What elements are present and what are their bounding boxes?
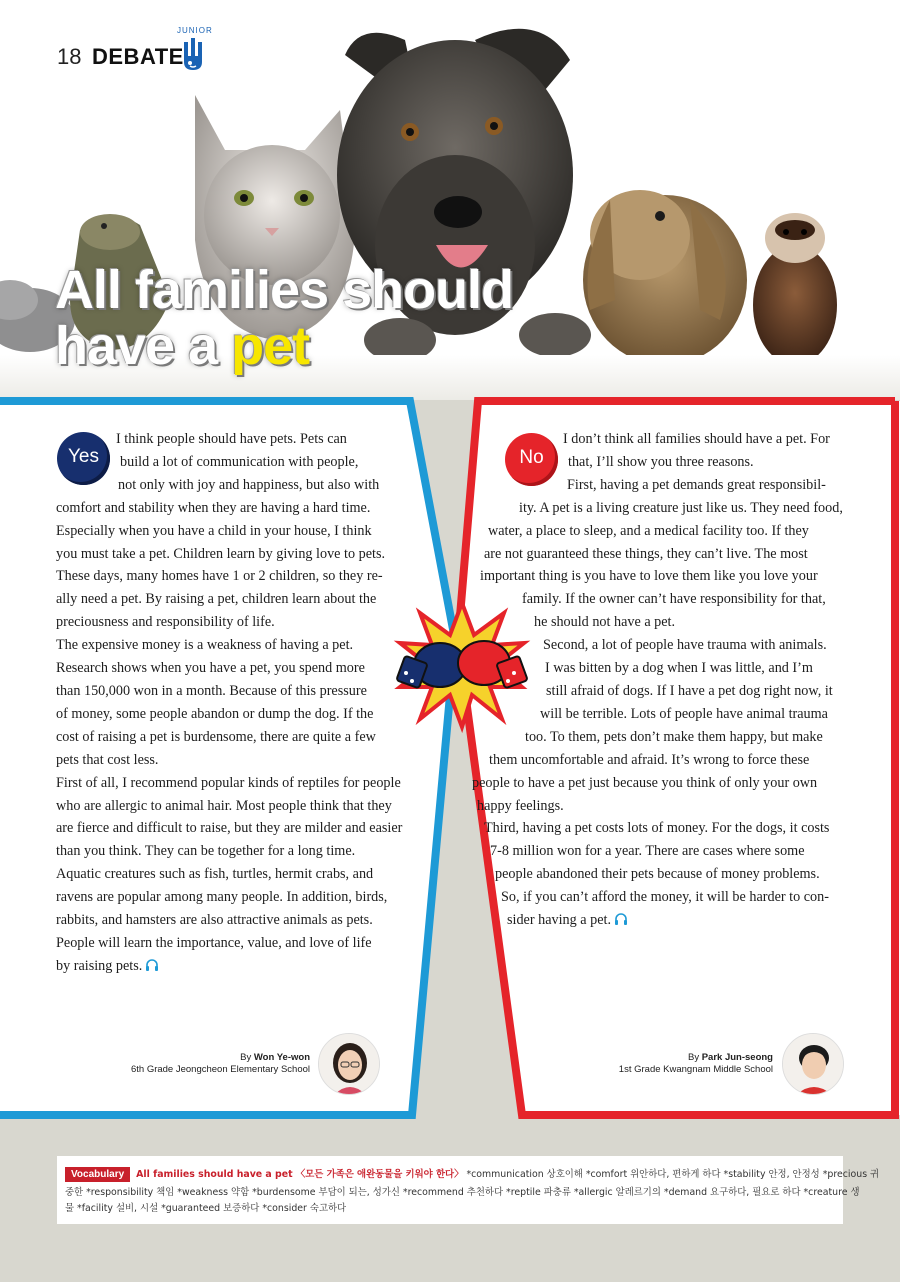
no-line: Second, a lot of people have trauma with animals. xyxy=(543,637,827,654)
no-line: Third, having a pet costs lots of money. For the dogs, it costs xyxy=(484,820,830,837)
no-line: are not guaranteed these things, they can’t live. The most xyxy=(484,545,808,562)
yes-author-school: 6th Grade Jeongcheon Elementary School xyxy=(130,1064,310,1075)
yes-line: are fierce and difficult to raise, but they are milder and easier xyxy=(56,820,403,837)
vocabulary-text-3: 물 *facility 설비, 시설 *guaranteed 보증하다 *consider 숙고하다 xyxy=(65,1203,347,1214)
no-line: them uncomfortable and afraid. It’s wrong to force these xyxy=(489,751,810,768)
no-line: that, I’ll show you three reasons. xyxy=(568,453,754,470)
no-author-line xyxy=(583,1052,773,1064)
no-line: I was bitten by a dog when I was little, and I’m xyxy=(545,660,813,677)
no-line: still afraid of dogs. If I have a pet dog right now, it xyxy=(546,682,833,699)
yes-line: rabbits, and hamsters are also attractive animals as pets. xyxy=(56,912,373,929)
yes-line-last xyxy=(56,955,418,978)
yes-line: Especially when you have a child in your house, I think xyxy=(56,522,372,539)
yes-line: of money, some people abandon or dump the dog. If the xyxy=(56,705,374,722)
rabbit-icon xyxy=(583,190,747,365)
yes-line: I think people should have pets. Pets can xyxy=(116,431,347,447)
junior-logo-text: JUNIOR xyxy=(177,26,213,35)
yes-line: ravens are popular among many people. In addition, birds, xyxy=(56,889,388,906)
no-author-name: Park Jun-seong xyxy=(701,1052,773,1063)
yes-line: The expensive money is a weakness of having a pet. xyxy=(56,637,354,654)
no-author-photo xyxy=(783,1034,844,1095)
no-author xyxy=(583,1052,773,1076)
vocabulary-label: Vocabulary xyxy=(65,1167,130,1182)
avatar xyxy=(782,1033,844,1095)
vocabulary-text-1: *communication 상호이해 *comfort 위안하다, 편하게 하다 *stability 안정, 안정성 *precious 귀 xyxy=(463,1169,880,1180)
no-line: water, a place to sleep, and a medical facility too. If they xyxy=(488,522,809,539)
headphones-icon[interactable] xyxy=(145,959,159,971)
yes-line: not only with joy and happiness, but also with xyxy=(118,476,380,493)
yes-line: Research shows when you have a pet, you spend more xyxy=(56,660,365,677)
no-author-prefix: By xyxy=(687,1052,702,1063)
no-line-last xyxy=(472,909,844,932)
yes-line: cost of raising a pet is burdensome, there are quite a few xyxy=(56,728,376,745)
section-title: DEBATE xyxy=(92,44,184,69)
vocabulary-box xyxy=(57,1156,880,1224)
no-line: he should not have a pet. xyxy=(534,614,676,631)
no-line: ity. A pet is a living creature just like us. They need food, xyxy=(519,499,843,516)
yes-line: These days, many homes have 1 or 2 children, so they re- xyxy=(56,568,383,585)
vocabulary-headline: All families should have a pet 〈모든 가족은 애완동물을 키워야 한다〉 xyxy=(136,1169,464,1180)
no-line: I don’t think all families should have a pet. For xyxy=(563,431,830,447)
yes-author xyxy=(120,1052,310,1076)
no-badge-label: No xyxy=(519,447,544,468)
no-line: 7-8 million won for a year. There are cases where some xyxy=(490,843,805,860)
no-line: people abandoned their pets because of money problems. xyxy=(495,866,820,883)
yes-badge-label: Yes xyxy=(68,446,99,467)
no-line: So, if you can’t afford the money, it will be harder to con- xyxy=(501,889,829,906)
page-title xyxy=(55,262,513,374)
yes-line: who are allergic to animal hair. Most people think that they xyxy=(56,797,392,814)
vocabulary-text-2: 중한 *responsibility 책임 *weakness 약함 *burdensome 부담이 되는, 성가신 *recommend 추천하다 *reptile 파충류 *allergic 알레르기의 *demand 요구하다, 필요로 하다 *creature 생 xyxy=(65,1187,860,1198)
yes-line: pets that cost less. xyxy=(56,751,159,768)
yes-line: First of all, I recommend popular kinds of reptiles for people xyxy=(56,774,401,791)
no-line: will be terrible. Lots of people have animal trauma xyxy=(540,705,828,722)
avatar xyxy=(318,1033,380,1095)
no-line: important thing is you have to love them like you love your xyxy=(480,568,818,585)
headphones-icon[interactable] xyxy=(614,913,628,925)
yes-line: People will learn the importance, value, and love of life xyxy=(56,934,372,951)
yes-author-photo xyxy=(319,1034,380,1095)
no-line: happy feelings. xyxy=(477,797,564,814)
title-line-1: All families should xyxy=(55,260,514,320)
no-line: sider having a pet. xyxy=(507,912,612,929)
yes-line: build a lot of communication with people, xyxy=(120,453,359,470)
no-line: too. To them, pets don’t make them happy, but make xyxy=(525,728,823,745)
yes-line: you must take a pet. Children learn by giving love to pets. xyxy=(56,545,386,562)
no-line: First, having a pet demands great responsibil- xyxy=(567,476,826,493)
yes-author-prefix: By xyxy=(240,1052,254,1063)
yes-argument xyxy=(56,428,418,978)
title-line-2 xyxy=(55,318,513,374)
no-argument xyxy=(472,428,844,932)
yes-line: Aquatic creatures such as fish, turtles, hermit crabs, and xyxy=(56,866,374,883)
no-author-school: 1st Grade Kwangnam Middle School xyxy=(618,1064,773,1075)
page-number: 18 xyxy=(57,44,82,69)
no-line: family. If the owner can’t have responsibility for that, xyxy=(522,591,826,608)
yes-line: than you think. They can be together for a long time. xyxy=(56,843,356,860)
ferret-icon xyxy=(753,213,837,365)
yes-line: by raising pets. xyxy=(56,957,143,974)
no-line: people to have a pet just because you think of only your own xyxy=(472,774,818,791)
title-highlight: pet xyxy=(231,316,310,376)
title-line-2-plain: have a xyxy=(55,316,232,376)
yes-line: comfort and stability when they are having a hard time. xyxy=(56,499,371,516)
yes-author-line xyxy=(120,1052,310,1064)
vocab-line-1 xyxy=(65,1164,880,1185)
yes-author-name: Won Ye-won xyxy=(253,1052,310,1063)
yes-line: than 150,000 won in a month. Because of this pressure xyxy=(56,682,367,699)
yes-line: preciousness and responsibility of life. xyxy=(56,614,275,631)
yes-line: ally need a pet. By raising a pet, children learn about the xyxy=(56,591,377,608)
